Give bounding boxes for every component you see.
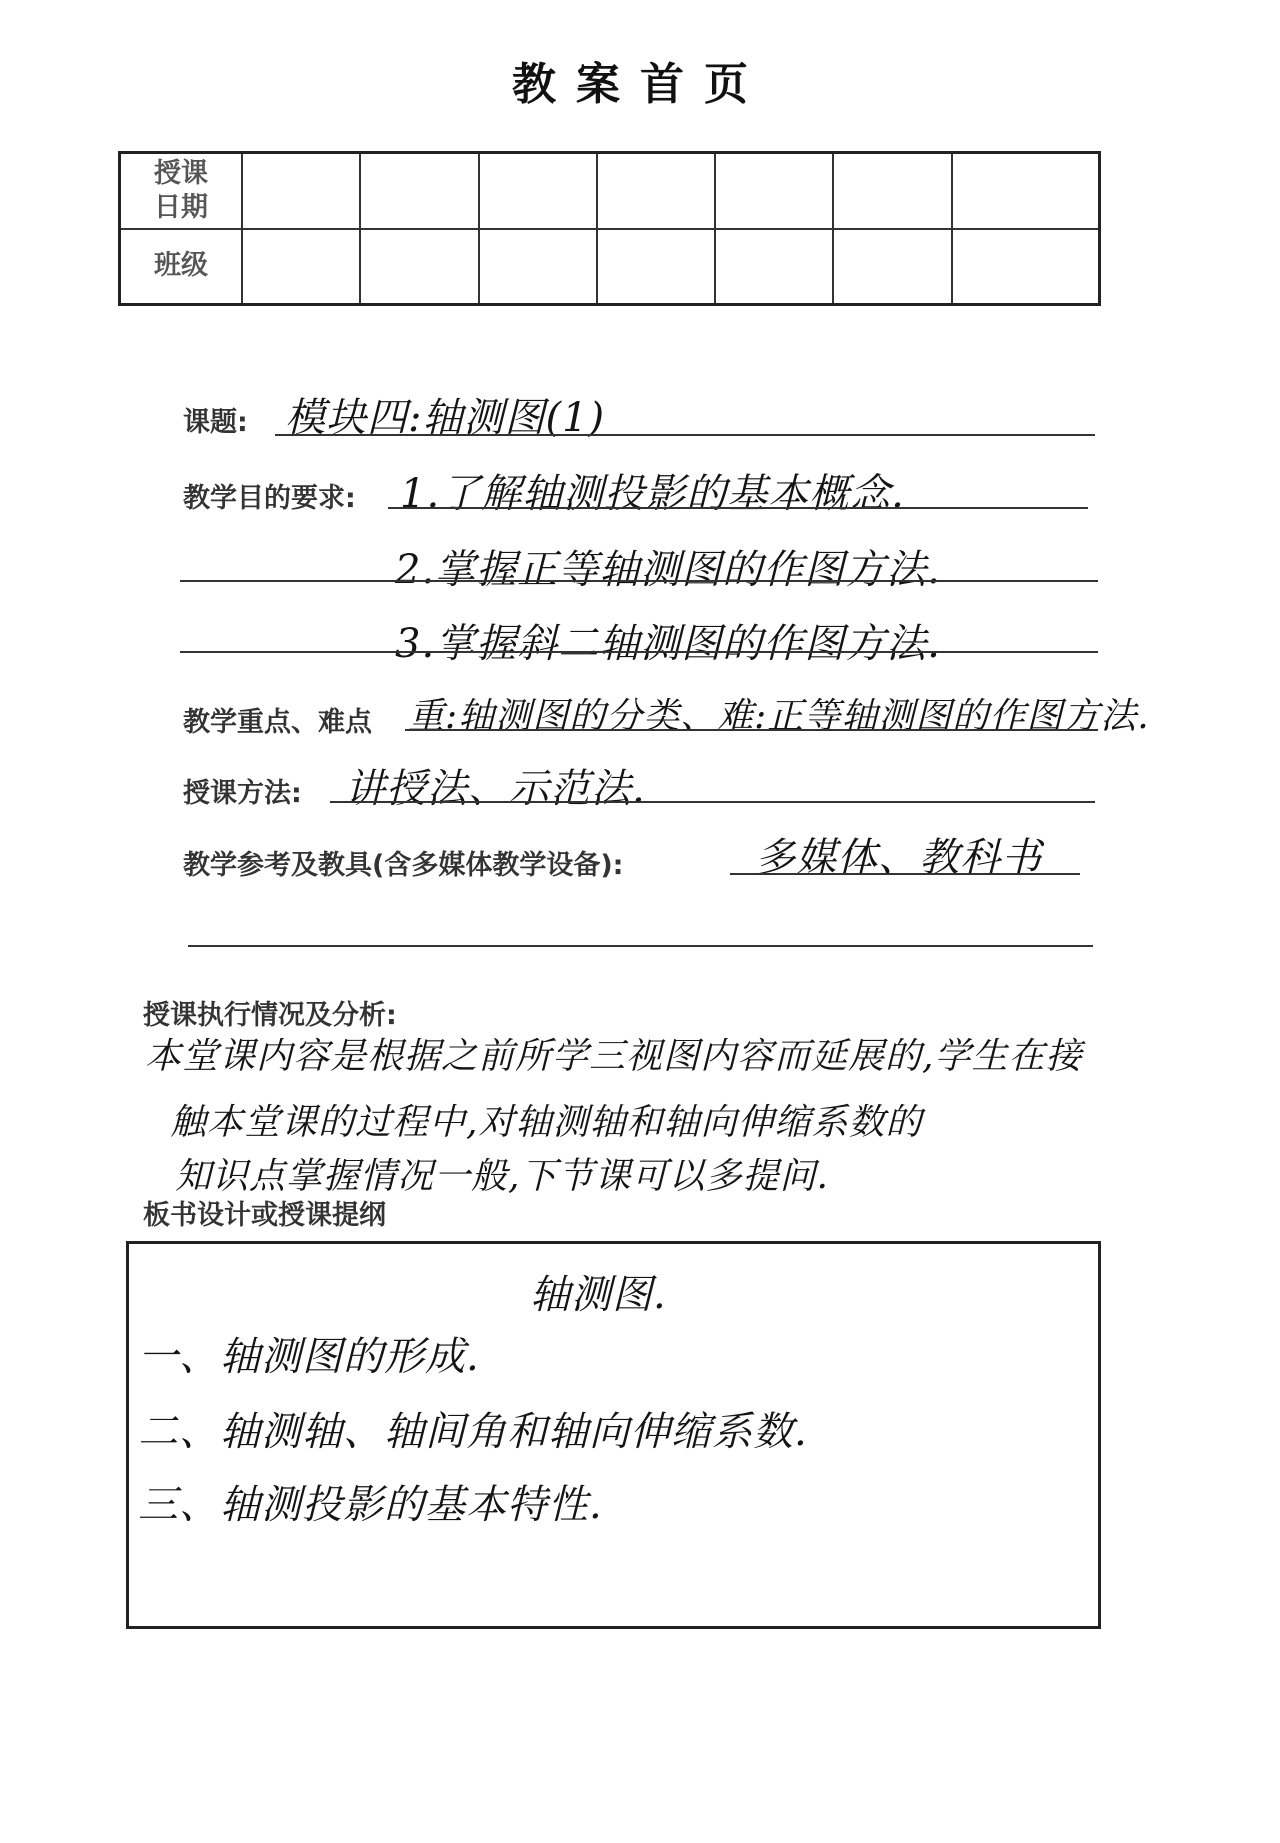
schedule-table: [118, 151, 1101, 306]
date-cell[interactable]: [833, 153, 951, 229]
outline-item: 一、轴测图的形成.: [138, 1334, 480, 1380]
class-cell[interactable]: [360, 229, 478, 305]
execution-line: 本堂课内容是根据之前所学三视图内容而延展的,学生在接: [145, 1036, 1083, 1077]
class-row: [120, 229, 1100, 305]
references-underline-2: [188, 945, 1093, 947]
method-value: 讲授法、示范法.: [345, 766, 646, 812]
class-cell[interactable]: [715, 229, 833, 305]
date-cell[interactable]: [715, 153, 833, 229]
date-row: [120, 153, 1100, 229]
class-cell[interactable]: [597, 229, 715, 305]
key-points-label: 教学重点、难点: [183, 707, 372, 738]
key-points-value: 重:轴测图的分类、难:正等轴测图的作图方法.: [408, 696, 1150, 737]
method-label: 授课方法:: [183, 778, 302, 809]
outline-item: 三、轴测投影的基本特性.: [138, 1482, 603, 1528]
objective-underline: [388, 507, 1088, 509]
page-title: 教案首页: [512, 59, 768, 110]
objective-underline: [180, 651, 1098, 653]
objective-underline: [180, 580, 1098, 582]
date-cell[interactable]: [952, 153, 1100, 229]
execution-line: 知识点掌握情况一般,下节课可以多提问.: [175, 1156, 829, 1197]
method-underline: [330, 801, 1095, 803]
date-cell[interactable]: [242, 153, 360, 229]
topic-underline: [275, 434, 1095, 436]
date-cell[interactable]: [479, 153, 597, 229]
references-value: 多媒体、教科书: [755, 835, 1042, 881]
outline-heading: 轴测图.: [530, 1272, 667, 1318]
topic-label: 课题:: [183, 407, 248, 438]
objectives-label: 教学目的要求:: [183, 483, 356, 514]
execution-label: 授课执行情况及分析:: [143, 1000, 397, 1031]
class-cell[interactable]: [242, 229, 360, 305]
date-cell[interactable]: [597, 153, 715, 229]
references-label: 教学参考及教具(含多媒体教学设备):: [183, 850, 624, 881]
class-cell[interactable]: [833, 229, 951, 305]
class-label: 班级: [120, 229, 243, 305]
outline-label: 板书设计或授课提纲: [143, 1200, 386, 1231]
key-points-underline: [405, 729, 1098, 731]
class-cell[interactable]: [479, 229, 597, 305]
references-underline: [730, 873, 1080, 875]
objective-item: 2.掌握正等轴测图的作图方法.: [395, 547, 941, 593]
objective-item: 1.了解轴测投影的基本概念.: [400, 471, 905, 517]
outline-item: 二、轴测轴、轴间角和轴向伸缩系数.: [138, 1409, 808, 1455]
execution-line: 触本堂课的过程中,对轴测轴和轴向伸缩系数的: [170, 1102, 923, 1143]
date-cell[interactable]: [360, 153, 478, 229]
date-label: 授课 日期: [120, 153, 243, 229]
class-cell[interactable]: [952, 229, 1100, 305]
topic-value: 模块四:轴测图(1): [285, 395, 606, 441]
objective-item: 3.掌握斜二轴测图的作图方法.: [395, 621, 941, 667]
